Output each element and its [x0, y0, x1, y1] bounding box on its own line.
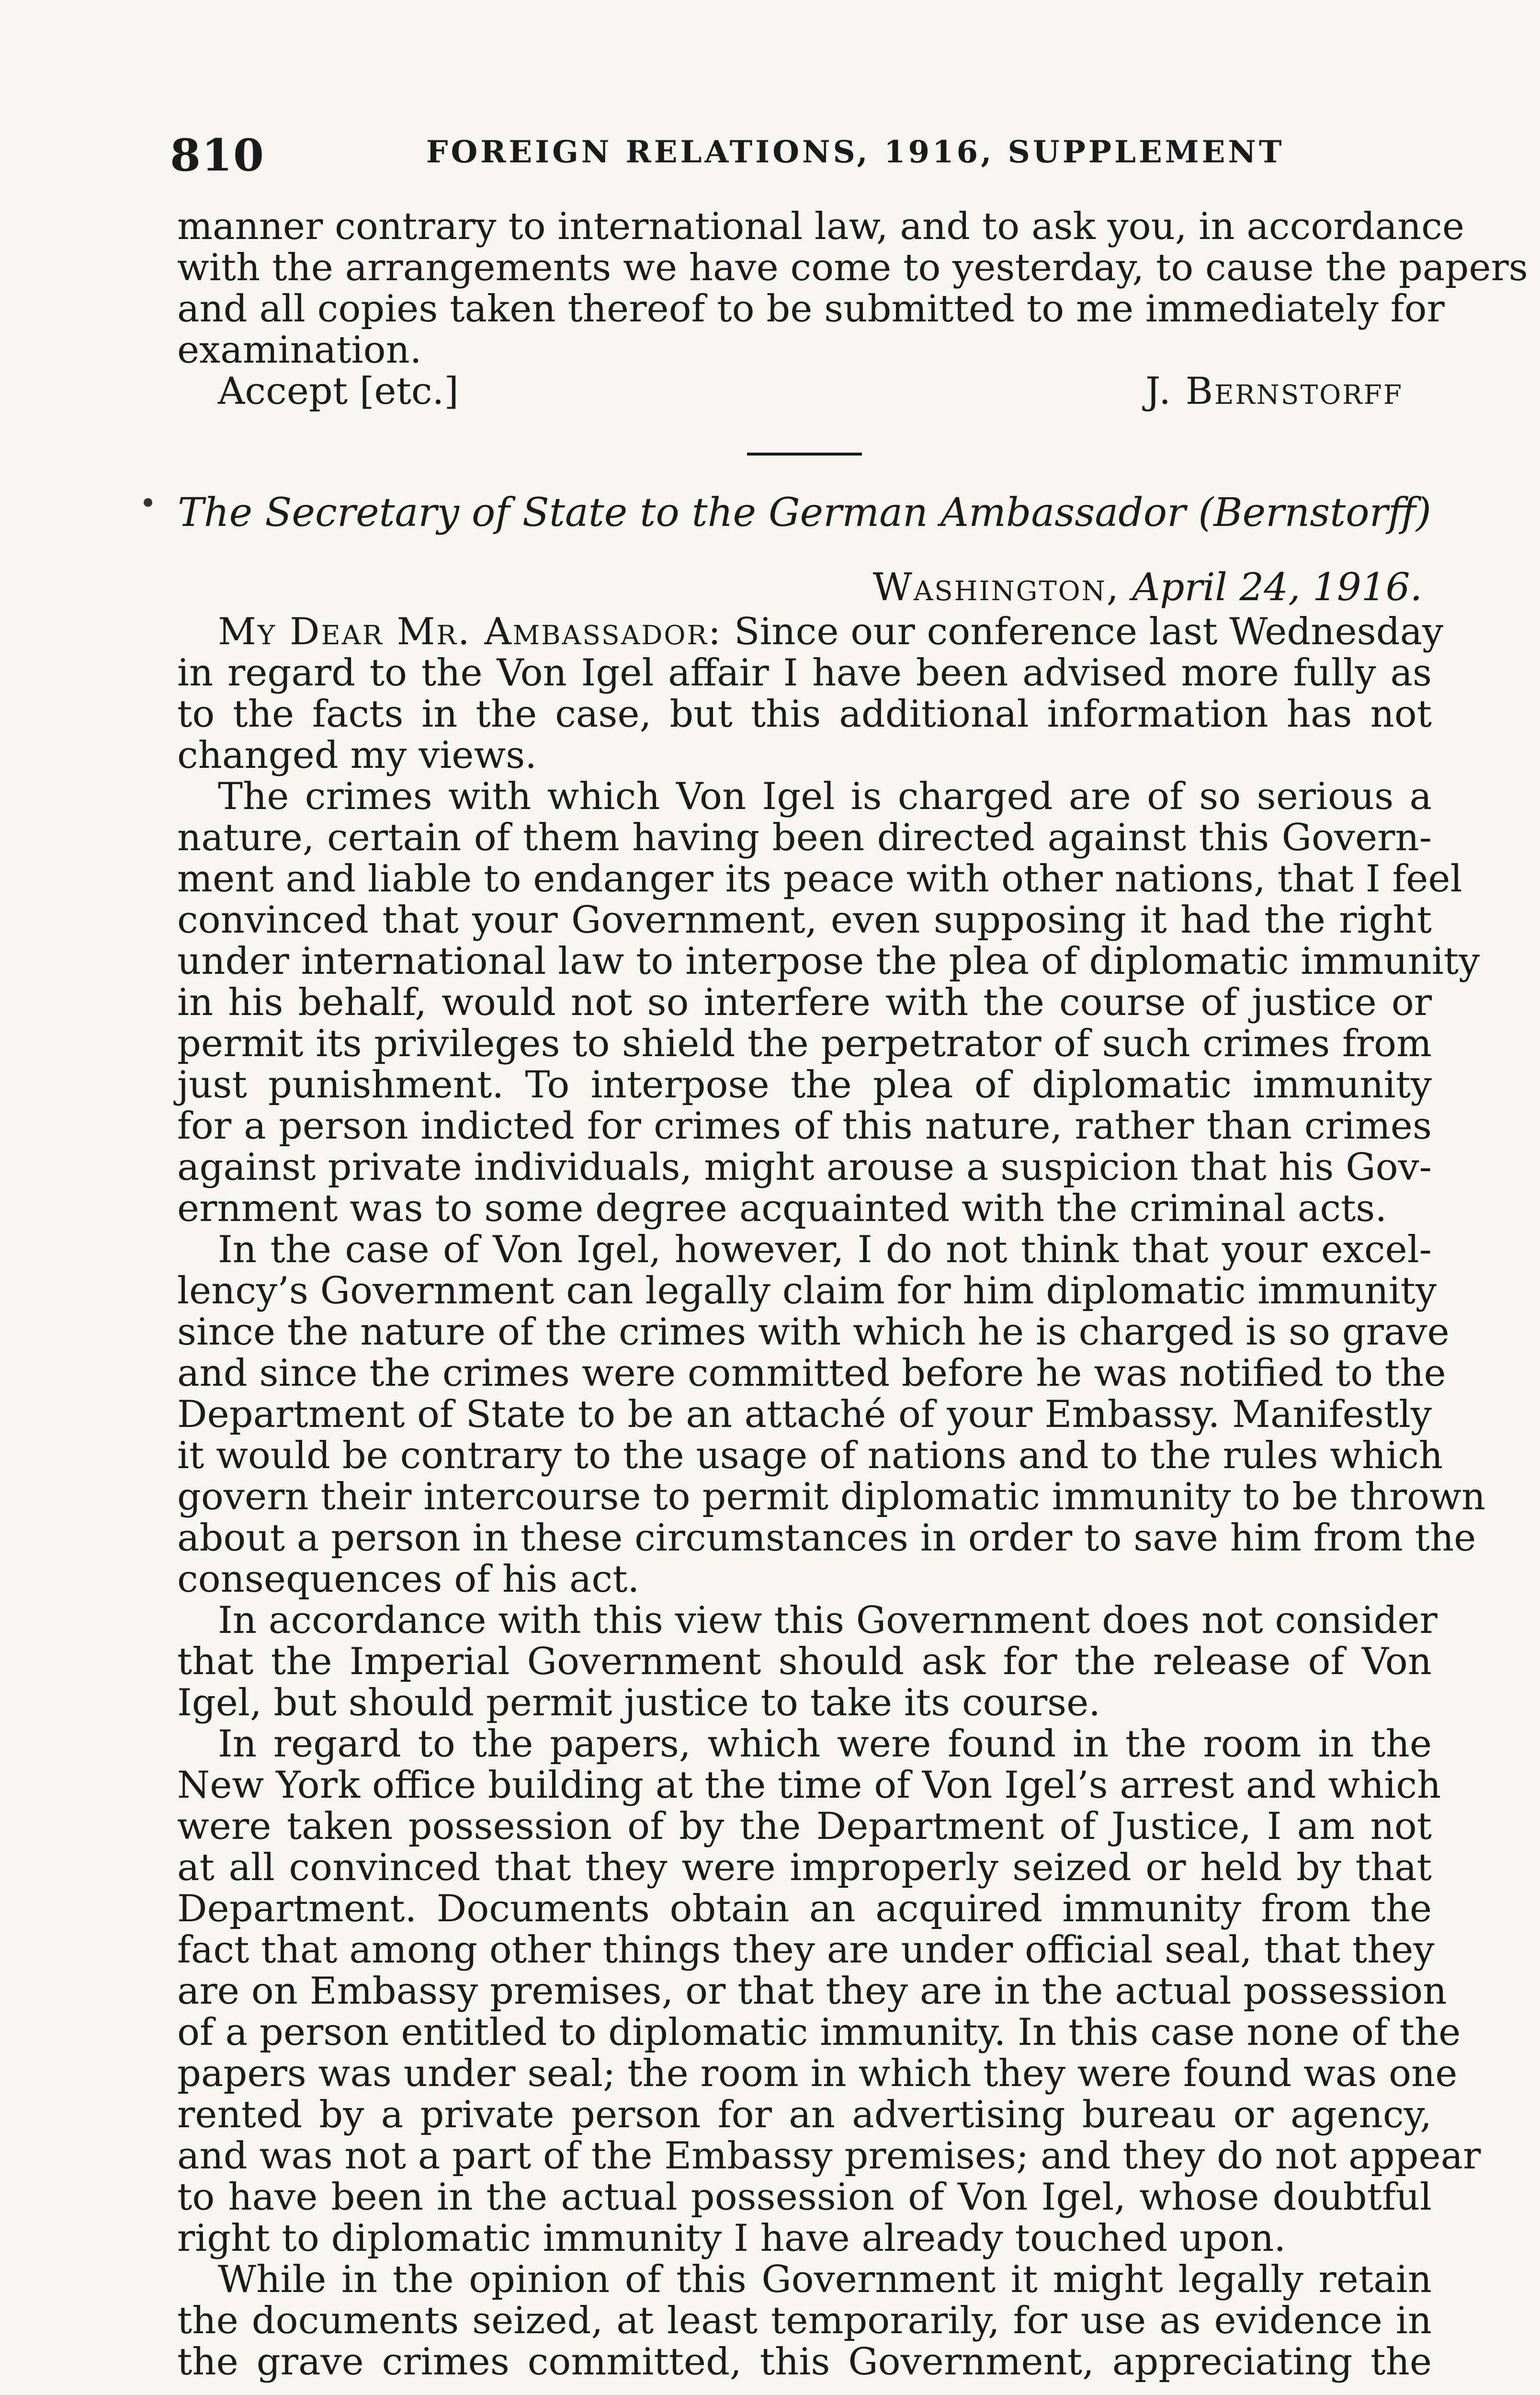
letter-caption: The Secretary of State to the German Ambassador (Bernstorff) [178, 490, 1431, 536]
paragraph [177, 610, 1444, 777]
text-line: permit its privileges to shield the perpetrator of such crimes from [177, 1022, 1432, 1065]
text-line: lency’s Government can legally claim for him diplomatic immunity [177, 1269, 1437, 1312]
text-line: and was not a part of the Embassy premises; and they do not appear [177, 2134, 1481, 2178]
opening-text [177, 205, 1528, 372]
text-line: govern their intercourse to permit diplomatic immunity to be thrown [177, 1475, 1486, 1518]
text-line: just punishment. To interpose the plea of diplomatic immunity [177, 1063, 1432, 1106]
closing-row [177, 371, 1432, 412]
text-line: In the case of Von Igel, however, I do not think that your excel- [218, 1228, 1432, 1271]
text-line: with the arrangements we have come to yesterday, to cause the papers [177, 246, 1528, 289]
text-line: since the nature of the crimes with which he is charged is so grave [177, 1311, 1449, 1354]
text-line: to the facts in the case, but this additional information has not [177, 693, 1432, 736]
text-line: in his behalf, would not so interfere with the course of justice or [177, 981, 1432, 1024]
running-head: FOREIGN RELATIONS, 1916, SUPPLEMENT [426, 134, 1285, 170]
text-line: fact that among other things they are under official seal, that they [177, 1928, 1435, 1972]
text-line: While in the opinion of this Government it might legally retain [218, 2258, 1432, 2301]
text-line: and since the crimes were committed before he was notified to the [177, 1352, 1446, 1395]
text-line: the grave crimes committed, this Government, appreciating the [177, 2340, 1432, 2384]
page-number: 810 [170, 129, 265, 181]
text-line: Department. Documents obtain an acquired immunity from the [177, 1887, 1432, 1930]
text-line: consequences of his act. [177, 1558, 640, 1601]
text-line: in regard to the Von Igel affair I have been advised more fully as [177, 651, 1432, 695]
paragraph [177, 2259, 1432, 2383]
text-line: about a person in these circumstances in order to save him from the [177, 1517, 1476, 1560]
text-line: at all convinced that they were improperly seized or held by that [177, 1846, 1432, 1889]
text-line: are on Embassy premises, or that they are in the actual possession [177, 1970, 1447, 2013]
text-line: to have been in the actual possession of Von Igel, whose doubtful [177, 2176, 1432, 2219]
text-line: changed my views. [177, 734, 537, 777]
text-line: manner contrary to international law, and to ask you, in accordance [177, 205, 1465, 248]
dateline [177, 563, 1432, 611]
text-line: it would be contrary to the usage of nations and to the rules which [177, 1434, 1443, 1477]
text-line: the documents seized, at least temporarily, for use as evidence in [177, 2299, 1432, 2342]
text-line: right to diplomatic immunity I have already touched upon. [177, 2217, 1286, 2260]
text-line: and all copies taken thereof to be submitted to me immediately for [177, 287, 1445, 331]
dateline-place: Washington, [872, 565, 1121, 609]
paragraph [177, 1228, 1486, 1601]
paragraph [177, 775, 1480, 1230]
margin-mark [144, 498, 152, 507]
page-header [170, 120, 1463, 187]
text-line: against private individuals, might arouse a suspicion that his Gov- [177, 1146, 1432, 1189]
dateline-date: April 24, 1916. [1132, 565, 1422, 609]
text-line: Igel, but should permit justice to take its course. [177, 1681, 1101, 1724]
paragraph [177, 1599, 1438, 1724]
text-line: New York office building at the time of Von Igel’s arrest and which [177, 1764, 1441, 1807]
text-line: nature, certain of them having been directed against this Govern- [177, 816, 1432, 859]
text-line: examination. [177, 329, 422, 372]
text-line: under international law to interpose the plea of diplomatic immunity [177, 940, 1480, 983]
text-line: In regard to the papers, which were found in the room in the [218, 1722, 1432, 1766]
text-line: Department of State to be an attaché of your Embassy. Manifestly [177, 1393, 1432, 1436]
text-line: ment and liable to endanger its peace with other nations, that I feel [177, 857, 1462, 901]
section-divider [747, 453, 862, 456]
text-line: rented by a private person for an advertising bureau or agency, [177, 2093, 1432, 2136]
text-line: In accordance with this view this Government does not consider [218, 1599, 1438, 1642]
text-line: were taken possession of by the Department of Justice, I am not [177, 1805, 1432, 1848]
text-line-rest: Since our conference last Wednesday [722, 610, 1444, 653]
paragraph [177, 1722, 1481, 2260]
text-line: of a person entitled to diplomatic immunity. In this case none of the [177, 2011, 1461, 2054]
text-line: The crimes with which Von Igel is charged are of so serious a [218, 775, 1432, 818]
text-line [177, 610, 1444, 653]
text-line: papers was under seal; the room in which they were found was one [177, 2052, 1458, 2095]
page-body [177, 205, 1528, 2384]
complimentary-close: Accept [etc.] [218, 370, 459, 413]
text-line: convinced that your Government, even supposing it had the right [177, 899, 1432, 942]
text-line: for a person indicted for crimes of this nature, rather than crimes [177, 1105, 1432, 1148]
signature: J. Bernstorff [1145, 370, 1403, 413]
text-line: ernment was to some degree acquainted with the criminal acts. [177, 1187, 1387, 1230]
text-line: that the Imperial Government should ask for the release of Von [177, 1640, 1432, 1683]
salutation: My Dear Mr. Ambassador: [218, 610, 723, 653]
